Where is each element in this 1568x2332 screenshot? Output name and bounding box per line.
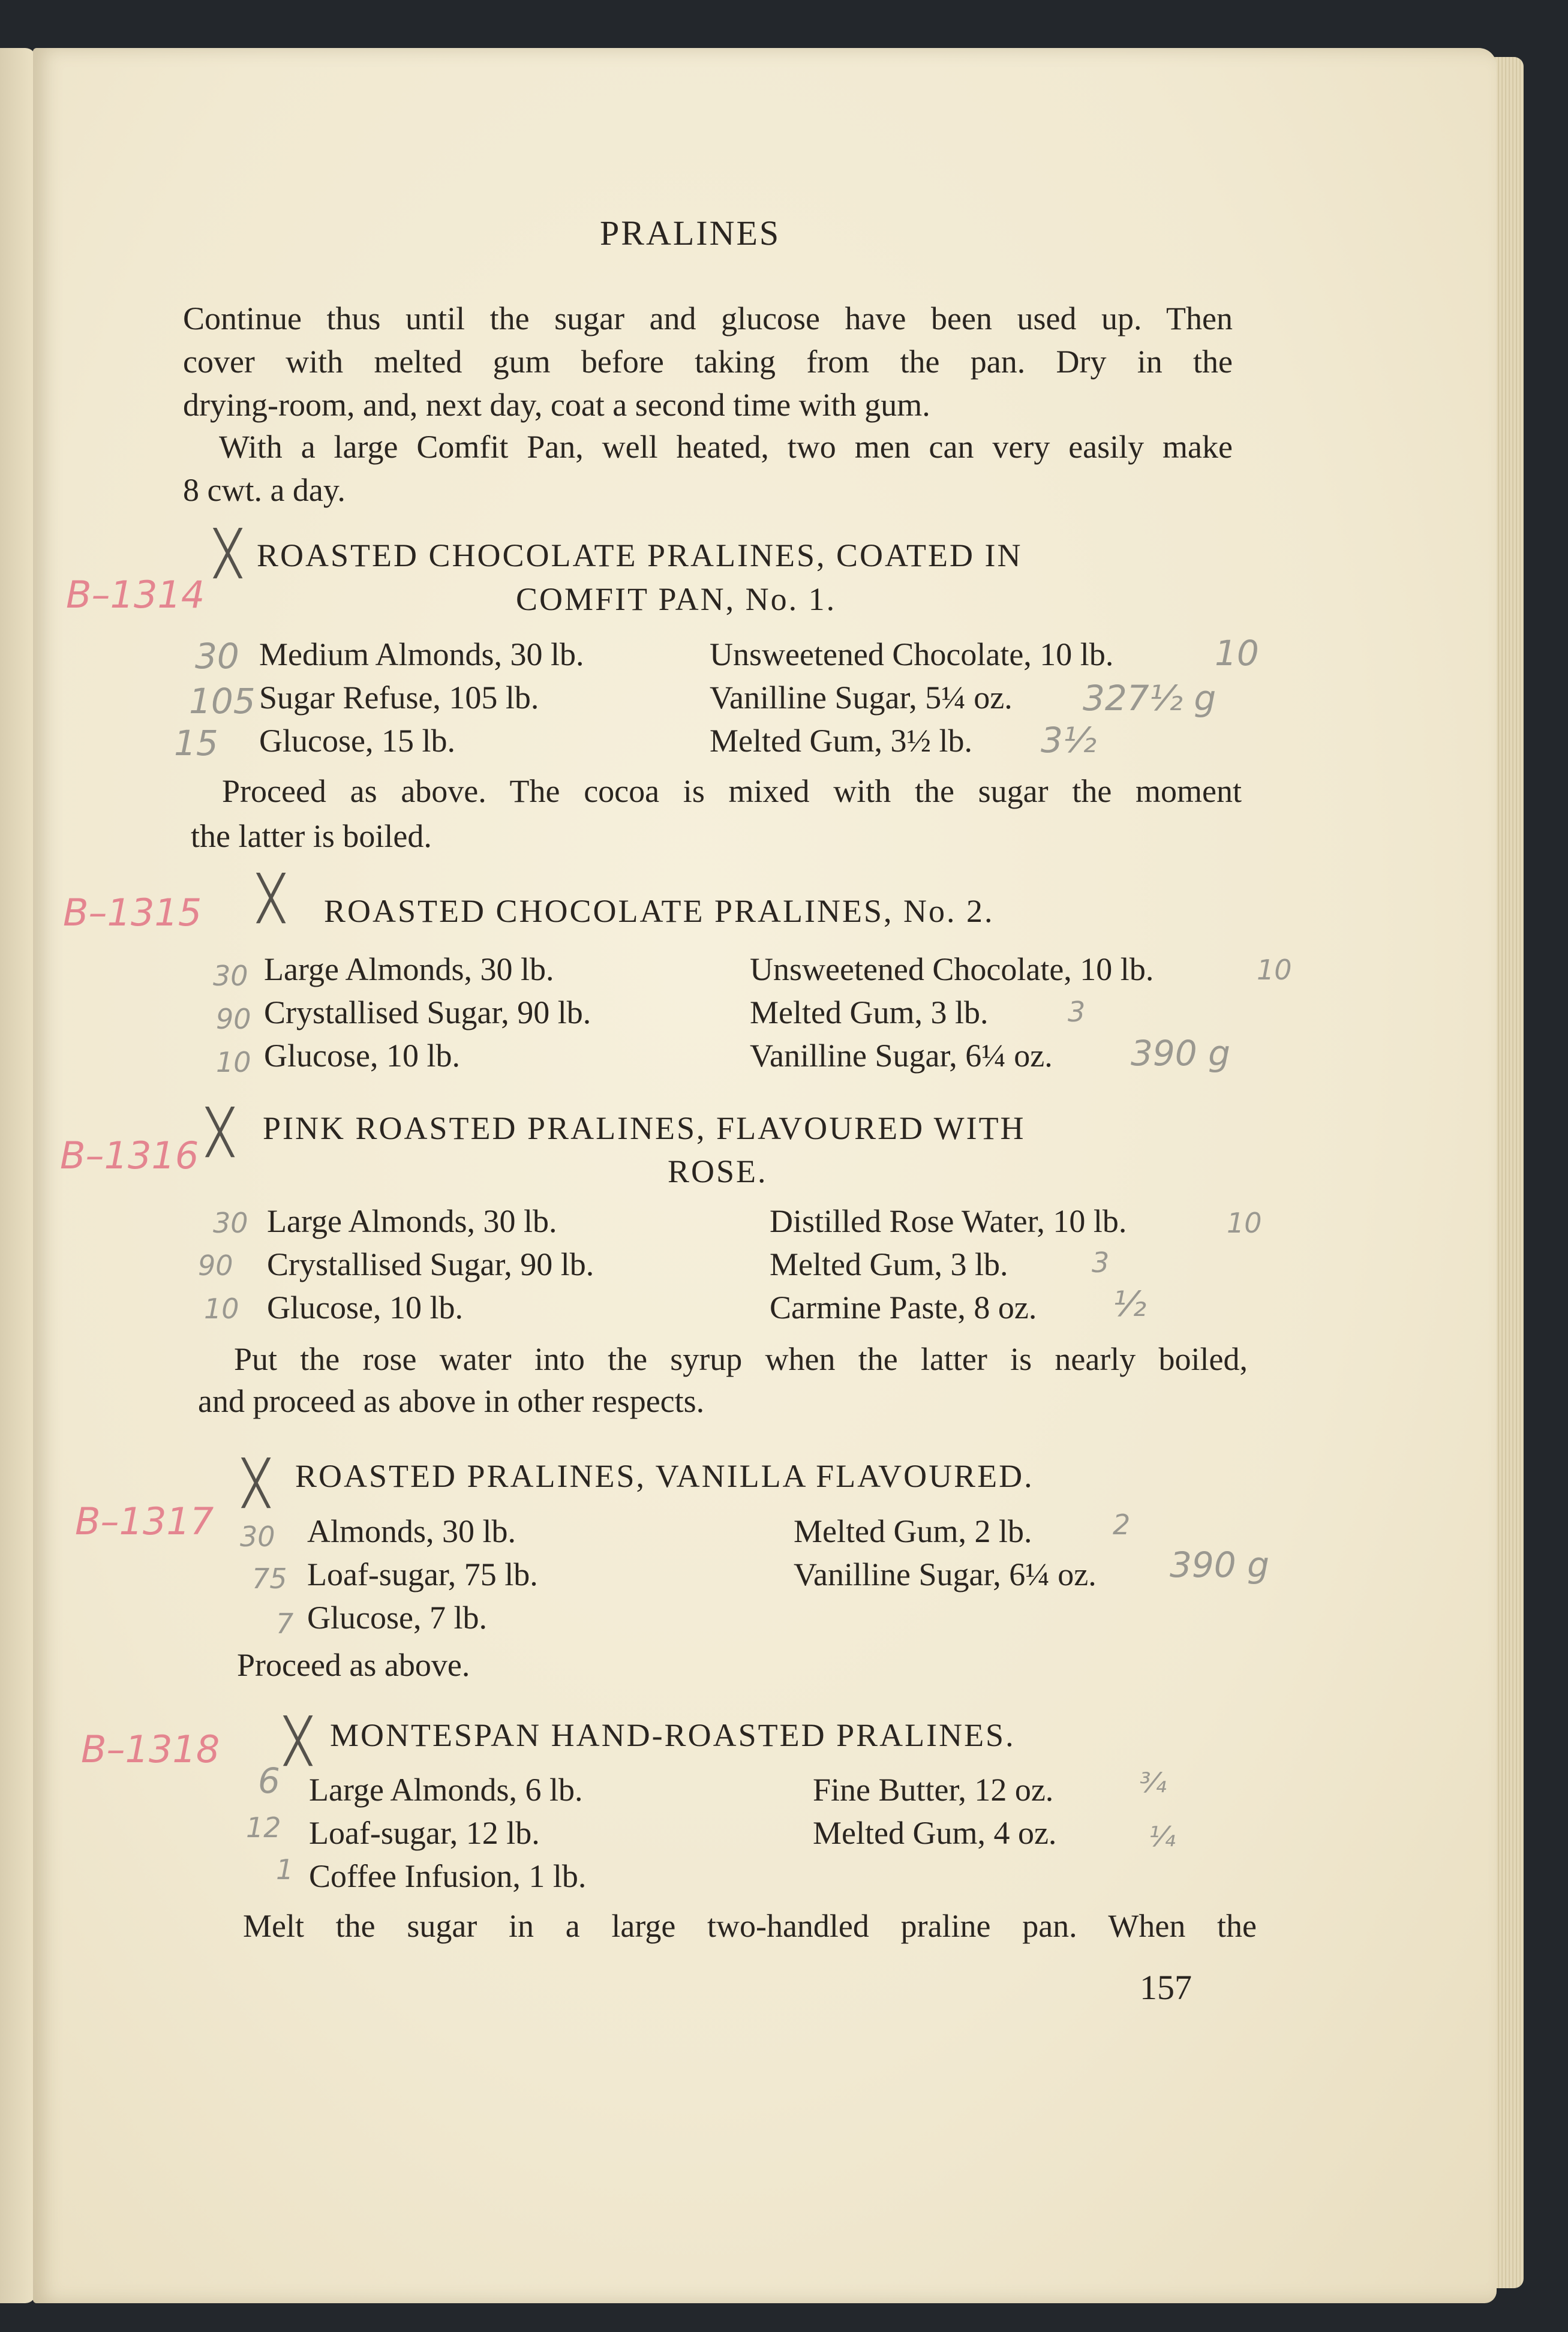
ingredient: Glucose, 10 lb. [264,1038,460,1074]
page-title: PRALINES [600,214,781,253]
recipe-heading-line-2: COMFIT PAN, No. 1. [516,581,837,617]
ingredient: Loaf-sugar, 12 lb. [309,1815,540,1851]
intro-line-5: 8 cwt. a day. [183,472,346,508]
ingredient: Loaf-sugar, 75 lb. [307,1556,538,1592]
red-annotation: B–1315 [63,891,202,934]
intro-line-1: Continue thus until the sugar and glucose have been used up. Then [183,300,1233,336]
page-number: 157 [1140,1968,1192,2007]
pencil-note: 3½ [1041,720,1097,761]
ingredient: Vanilline Sugar, 5¼ oz. [710,680,1013,716]
ingredient: Melted Gum, 3 lb. [770,1246,1008,1282]
pencil-note: 390 g [1170,1544,1269,1585]
ingredient: Unsweetened Chocolate, 10 lb. [750,951,1154,987]
pencil-note: 30 [213,960,248,992]
pencil-note: 30 [213,1207,248,1239]
pencil-note: 327½ g [1083,678,1216,719]
pencil-note: 10 [1215,633,1259,674]
pencil-note: 75 [252,1562,287,1595]
facing-page-edge [0,48,36,2303]
recipe-heading: ROASTED CHOCOLATE PRALINES, COATED IN [257,537,1023,573]
ingredient: Coffee Infusion, 1 lb. [309,1858,587,1894]
recipe-note: the latter is boiled. [191,818,432,854]
pencil-note: 30 [195,636,239,677]
pencil-note: 15 [174,723,218,764]
ingredient: Large Almonds, 30 lb. [264,951,554,987]
recipe-heading: ROASTED PRALINES, VANILLA FLAVOURED. [295,1458,1034,1494]
recipe-heading-line-2: ROSE. [668,1153,768,1189]
pencil-note: ½ [1113,1284,1147,1324]
recipe-heading: PINK ROASTED PRALINES, FLAVOURED WITH [263,1110,1026,1146]
ingredient: Almonds, 30 lb. [307,1513,516,1549]
intro-line-2: cover with melted gum before taking from the pan. Dry in the [183,344,1233,380]
pencil-note: 10 [1227,1207,1262,1239]
ingredient: Carmine Paste, 8 oz. [770,1290,1037,1326]
pencil-note: 3 [1092,1246,1110,1279]
intro-line-3: drying-room, and, next day, coat a second time with gum. [183,387,930,423]
ingredient: Unsweetened Chocolate, 10 lb. [710,636,1114,672]
ingredient: Vanilline Sugar, 6¼ oz. [794,1556,1097,1592]
check-mark-icon: ╳ [285,1715,311,1766]
ingredient: Large Almonds, 30 lb. [267,1203,557,1239]
ingredient: Melted Gum, 4 oz. [813,1815,1057,1851]
pencil-note: 10 [1257,954,1292,986]
red-annotation: B–1314 [66,573,205,617]
ingredient: Crystallised Sugar, 90 lb. [264,994,591,1030]
pencil-note: 90 [198,1249,233,1282]
pencil-note: 390 g [1131,1033,1230,1074]
ingredient: Distilled Rose Water, 10 lb. [770,1203,1127,1239]
pencil-note: 3 [1068,996,1086,1028]
recipe-note: Melt the sugar in a large two-handled praline pan. When the [243,1908,1257,1944]
pencil-note: 2 [1113,1508,1131,1541]
ingredient: Melted Gum, 3½ lb. [710,723,972,759]
recipe-heading: MONTESPAN HAND-ROASTED PRALINES. [330,1717,1016,1753]
ingredient: Crystallised Sugar, 90 lb. [267,1246,594,1282]
pencil-note: 10 [204,1293,239,1325]
ingredient: Large Almonds, 6 lb. [309,1772,583,1808]
ingredient: Sugar Refuse, 105 lb. [259,680,539,716]
intro-line-4: With a large Comfit Pan, well heated, two men can very easily make [219,429,1233,465]
ingredient: Melted Gum, 2 lb. [794,1513,1032,1549]
ingredient: Glucose, 7 lb. [307,1600,487,1636]
pencil-note: 105 [189,681,256,722]
check-mark-icon: ╳ [258,873,284,923]
recipe-note: Proceed as above. The cocoa is mixed with the sugar the moment [222,773,1242,809]
recipe-note: and proceed as above in other respects. [198,1383,705,1419]
ingredient: Vanilline Sugar, 6¼ oz. [750,1038,1053,1074]
pencil-note: ¾ [1140,1766,1167,1799]
check-mark-icon: ╳ [243,1458,269,1508]
ingredient: Fine Butter, 12 oz. [813,1772,1054,1808]
red-annotation: B–1316 [60,1134,199,1177]
pencil-note: ¼ [1149,1820,1176,1853]
recipe-heading: ROASTED CHOCOLATE PRALINES, No. 2. [324,893,995,929]
red-annotation: B–1318 [81,1727,220,1771]
pencil-note: 90 [216,1003,251,1035]
ingredient: Glucose, 10 lb. [267,1290,463,1326]
recipe-note: Proceed as above. [237,1647,470,1683]
red-annotation: B–1317 [75,1499,214,1543]
ingredient: Melted Gum, 3 lb. [750,994,989,1030]
pencil-note: 10 [216,1046,251,1078]
recipe-note: Put the rose water into the syrup when the latter is nearly boiled, [234,1341,1248,1377]
pencil-note: 7 [276,1607,294,1640]
pencil-note: 30 [240,1520,275,1553]
check-mark-icon: ╳ [215,528,241,578]
check-mark-icon: ╳ [207,1107,233,1157]
pencil-note: 6 [258,1760,280,1801]
ingredient: Glucose, 15 lb. [259,723,455,759]
pencil-note: 12 [246,1811,281,1844]
pencil-note: 1 [276,1853,294,1886]
ingredient: Medium Almonds, 30 lb. [259,636,584,672]
